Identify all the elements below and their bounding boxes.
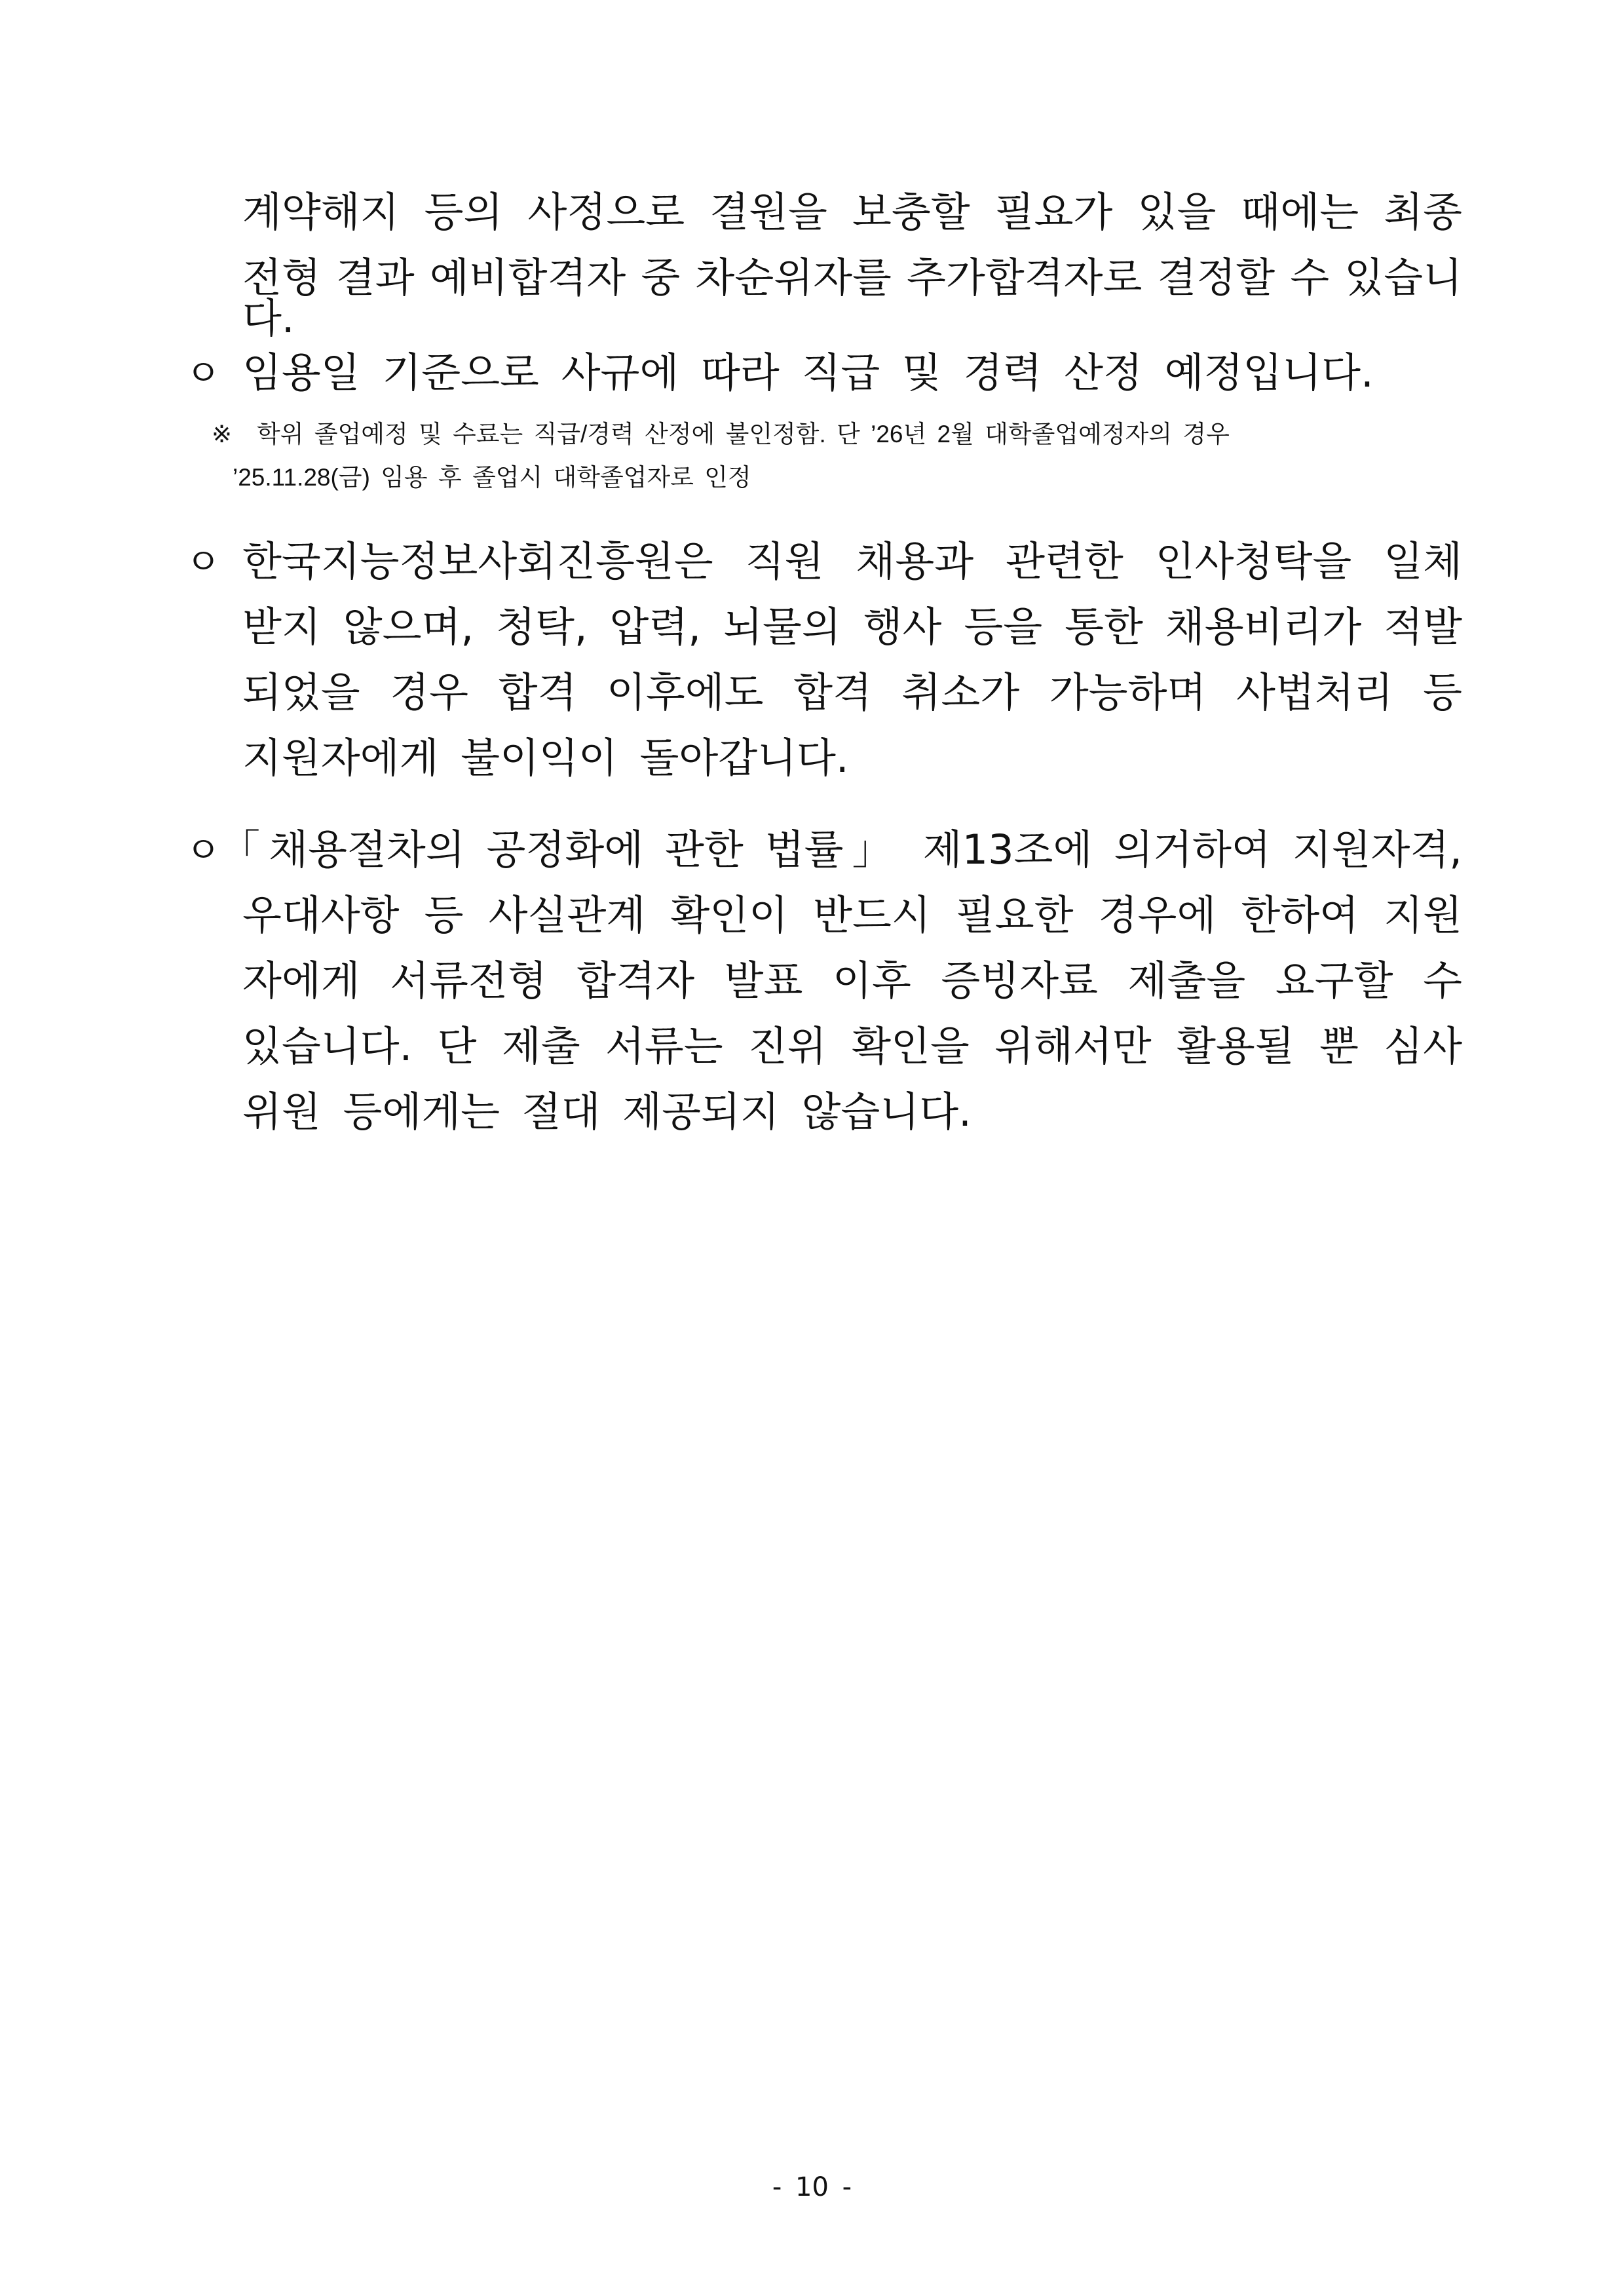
bullet-marker: ㅇ: [185, 830, 221, 872]
item1-line-1: 임용일 기준으로 사규에 따라 직급 및 경력 산정 예정입니다.: [242, 349, 1374, 396]
bullet-marker: ㅇ: [185, 353, 221, 395]
item3-line-4: 있습니다. 단 제출 서류는 진위 확인을 위해서만 활용될 뿐 심사: [242, 1022, 1462, 1070]
item2-line-3: 되었을 경우 합격 이후에도 합격 취소가 가능하며 사법처리 등: [242, 668, 1462, 716]
note-line-1: 학위 졸업예정 및 수료는 직급/경력 산정에 불인정함. 단 ’26년 2월 대학졸업예정자의 경우: [257, 421, 1230, 448]
item2-line-1: 한국지능정보사회진흥원은 직원 채용과 관련한 인사청탁을 일체: [242, 537, 1462, 585]
item3-line-3: 자에게 서류전형 합격자 발표 이후 증빙자료 제출을 요구할 수: [242, 957, 1462, 1004]
note-mark: ※: [212, 421, 233, 448]
continuation-line-2: 전형 결과 예비합격자 중 차순위자를 추가합격자로 결정할 수 있습니다.: [242, 254, 1462, 342]
item3-line-5: 위원 등에게는 절대 제공되지 않습니다.: [242, 1088, 972, 1136]
item3-line-2: 우대사항 등 사실관계 확인이 반드시 필요한 경우에 한하여 지원: [242, 891, 1462, 939]
page-number: - 10 -: [772, 2172, 852, 2202]
item2-line-2: 받지 않으며, 청탁, 압력, 뇌물의 행사 등을 통한 채용비리가 적발: [242, 603, 1462, 651]
continuation-line-1: 계약해지 등의 사정으로 결원을 보충할 필요가 있을 때에는 최종: [242, 188, 1462, 236]
bullet-marker: ㅇ: [185, 541, 221, 584]
note-line-2: ’25.11.28(금) 임용 후 졸업시 대학졸업자로 인정: [233, 464, 751, 491]
item3-line-1: 「채용절차의 공정화에 관한 법률」 제13조에 의거하여 지원자격,: [219, 826, 1462, 873]
item2-line-4: 지원자에게 불이익이 돌아갑니다.: [242, 734, 849, 782]
